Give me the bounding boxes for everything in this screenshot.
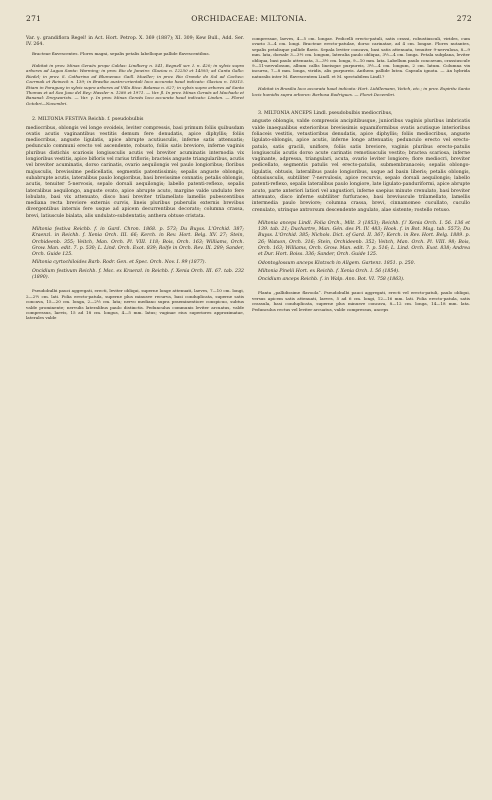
running-title: ORCHIDACEAE: MILTONIA. [191,14,307,23]
habitat-paragraph: Habitat in prov. Minas Geraës prope Caldas: Lindberg n. 541, Regnell ser. I. n. 420; in sylvis supra arbores ad Lagoa Santa: Warming; in prov. Rio de Janeiro: Glaziou n. 12250 et 14593; ad Canta Gallo: Riedel; in prov. S. Catharina ad Blumenau: Gaill. Mueller; in prov. Rio Grande do Sul ad Cacheo: Czermak et Reineck n. 139; in Brasilia austro-orientali loco accurata haud indicato: Glaziou n. 18315. Etiam in Paraguay in sylvis supra arbores ad Villa Rica: Balansa n. 627; in sylvis supra arbores ad Santo Thomas et ad Sao Joao del Rey: Hassler n. 1280 et 1971. — Var. β. In prov. Minas Geraës ad Machado et Bananal: Dreywarizts. — Var. γ. In prov. Minas Geraës loco accurata haud indicato: Linden. — Floret Octobri—Novembri. [26,63,244,106]
habitat-paragraph: Habitat in Brasilia loco accurata haud indicato: Hort. Liddlemann, Veitch, etc.; in prov. Espiritu Santo locis humidis supra arbores: Barbosa Rodrigues. — Floret Decembri. [252,86,470,97]
variety-heading: Var. γ. grandiflora Regel! in Act. Hort. Petrop. X. 369 (1887); XI. 309; Kew Bull., Add. Ser. IV. 264. [26,36,244,48]
species-description: mediocribus, oblongis vel longe ovoideis, leviter compressis, basi primum foliis quibusdam ovatis acutis vaginantibus vestitis demum fere denudatis, apice diphyllis; foliis mediocribus, anguste ligulatis, apice abrupte acutiusculis, inferne satis attenuatis; pedunculo communi erecto vel ascendente, robusto, foliis satis breviore, inferne vaginis pluribus distichis scariosis longiusculis acutis vel breviter acuminatis internodia vix longioribus vestitis, apice bifloris vel rarius trifloris; bracteis anguste triangularibus, acutis vel breviter acuminatis, dorso carinatis, ovario aequilongis vel paulo longioribus; floribus majusculis, brevissime pedicellatis, segmentis patentissimis; sepalis anguste oblongis, subabrupte acutis, lateralibus paulo longioribus, basi brevissime connatis; petalis oblongis, acutis, tenuiter 5-nervosis, sepalo dorsali aequilongis; labello patenti-reflexo, sepalis lateralibus aequilongo, anguste ovato, apice abrupte acuto, margine valde undulato fere lobulato, basi vix attenuato, disco basi breviter trilamellato lamellis pubescentibus mediana recta breviore externis curvis, lineis pluribus puberulis externis brevibus divergentibus internis fere usque ad apicem decurrentibus decorato; columna crassa, brevi, latiuscule bialata, alis undulato-subdentatis; anthera obtuse cristata. [26,125,244,219]
citation: Miltonia anceps Lindl. Folia Orch., Milt. 3 (1853); Reichb. f.! Xenia Orch. I. 56. 136 et 139. tab. 21; Duchartre, Man. Gén. des Pl. IV. 483; Hook. f. in Bot. Mag. tab. 5573; Du Buyss. L'Orchid. 385; Nichols. Dict. of Gard. II. 367; Kerch. in Rev. Hort. Belg. 1889. p. 26; Watson, Orch. 316; Stein, Orchideenb. 352; Veitch, Man. Orch. Pl. VIII. 98; Bois, Orch. 163; Williams, Orch. Grow. Man. edit. 7. p. 516; L. Lind. Orch. Exot. 838; Andrea et Dur. Hort. Boiss. 336; Sander, Orch. Guide 125. [258,220,470,258]
variety-note: Bracteae flavescentes. Flores magni, sepalis petalis labelloque pallide flavescentibus. [32,50,210,56]
left-column [26,36,244,323]
citation: Odontoglossum anceps Klotzsch in Allgem. Gartenz. 1851. p. 250. [258,260,416,266]
species-heading: 3. MILTONIA ANCEPS Lindl. pseudobulbis mediocribus, [258,111,393,117]
species-heading: 2. MILTONIA FESTIVA Reichb. f. pseudobulbis [32,117,144,123]
small-description: compressae, laeves, 4—5 cm. longae. Pedicelli erecto-patuli, satis crassi, robustiusculi, virides, cum ovario 3—4 cm. longi. Bracteae erecto-patulae, dorso carinatae, ad 4 cm. longae. Flores nutantes, sepalis petalisque pallide flavis. Sepala leviter concava, basi satis attenuata, tenuiter 9-nervulosa, 8—9 mm. lata, dorsale 3—3½ cm. longum, lateralia paulo obliqua, 3½—4 cm. longa. Petala subplana, leviter obliqua, basi paulo attenuata, 3—3½ cm. longa, 9—10 mm. lata. Labellum paulo concavum, crassiuscule 9—11-nervulosum, album callis lineisque purpureis, 3½—4 cm. longum, 2 cm. latum. Columna vix incurva, 7—8 mm. longa, viridis, alis purpureis. Anthera pallide lutea. Capsula ignota. — An hybrida naturalis inter M. flavescentem Lindl. et M. spectabilem Lindl.? [252,36,470,79]
page-number-left: 271 [26,14,42,23]
small-description: Planta „pallidissime flavoola“. Pseudobulbi pauci aggregati, erecti vel erecto-patuli, paulo obliqui, versus apicem satis attenuati, laeves, 5 ad 6 cm. longi, 12—16 mm. lati. Folia erecto-patula, satis crassula, basi conduplicata, superne plus minusve concava, 8—12 cm. longa, 14—18 mm. lata. Pedunculus rectus vel leviter arcuatus, valde compressus, anceps [252,290,470,312]
page-number-right: 272 [456,14,472,23]
small-description: Pseudobulbi pauci aggregati, erecti, leviter obliqui, superne longe attenuati, laeves, 7—10 cm. longi, 2—2½ cm. lati. Folia erecto-patula, superne plus minusve recurva, basi conduplicata, superne satis concava, 15—20 cm. longa, 2—2½ cm. lata; nervo mediano supra praeminentiore conspicuo, subtus valde prominente; nervulis lateralibus paulo distinctis. Pedunculus communis leviter arcuatus, valde compressus, laevis, 15 ad 18 cm. longus, 4—5 mm. latus; vaginae eius superiores approximatae, laterales valde [26,288,244,321]
species-description: anguste oblongis, valde compressis ancipitibusque, junioribus vaginis pluribus imbricatis valde inaequalibus exterioribus brevissimis squamiformibus ovatis acutisque interioribus foliaceis vestitis, vetustioribus denudatis, apice diphyllis; foliis mediocribus, anguste ligulato-oblongis, apice acutis, inferne longe attenuatis; pedunculo erecto vel erecto-patulo, satis gracili, uniflore, foliis satis breviore, vaginis pluribus erecto-patulis longiusculis acutis dorso acute carinatis remotiusculis vestito; bractea scariosa, inferne vaginante, adpressa, triangulari, acuta, ovario leviter longiore; flore mediocri, breviter pedicellato, segmentis patulis vel erecto-patulis, submembranaceis; sepalis oblongo-ligulatis, obtusis, lateralibus paulo longioribus, usque ad basin liberis; petalis oblongis, obtusiusculis, subtiliter 7-nervulosis, apice recurvis, sepalo dorsali aequilongis; labello patenti-reflexo, sepalis lateralibus paulo longiore, late ligulato-panduriformi, apice abrupte acuto, parte anteriori latiori vel angustiori, inferne saepius minute crenulato, basi breviter attenuato, disco inferne subtiliter furfuraceo, basi breviuscule trilamellato, lamellis intermedia paulo breviore; columna crassa, brevi, cinnamomeo cucullato, cucullo crenulato, utrinque antrorsum descendente angulato, alae sistente; rostello retuso. [252,119,470,213]
citation: Oncidium festivum Reichb. f. Msc. ex Kraenzl. in Reichb. f. Xenia Orch. III. 67. tab. 232 (1890). [32,268,244,281]
citation: Miltonia festiva Reichb. f. in Gard. Chron. 1868. p. 573; Du Buyss. L'Orchid. 387; Kraenzl. in Reichb. f. Xenia Orch. III. 66; Kerch. in Rev. Hort. Belg. XV. 27; Stein, Orchideenb. 355; Veitch, Man. Orch. Pl. VIII. 118; Bois, Orch. 163; Williams, Orch. Grow. Man. edit. 7. p. 530; L. Lind. Orch. Exot. 839; Rolfe in Orch. Rev. IX. 289; Sander, Orch. Guide 125. [32,227,244,258]
citation: Miltonia cyrtochiloides Barb. Rodr. Gen. et Spec. Orch. Nov. I. 99 (1877). [32,260,207,266]
citation: Oncidium anceps Reichb. f. in Walp. Ann. Bot. VI. 758 (1863). [258,277,405,283]
right-column [252,36,470,314]
page-header [26,14,472,28]
citation: Miltonia Pinelii Hort. ex Reichb. f. Xenia Orch. I. 56 (1854). [258,268,400,274]
